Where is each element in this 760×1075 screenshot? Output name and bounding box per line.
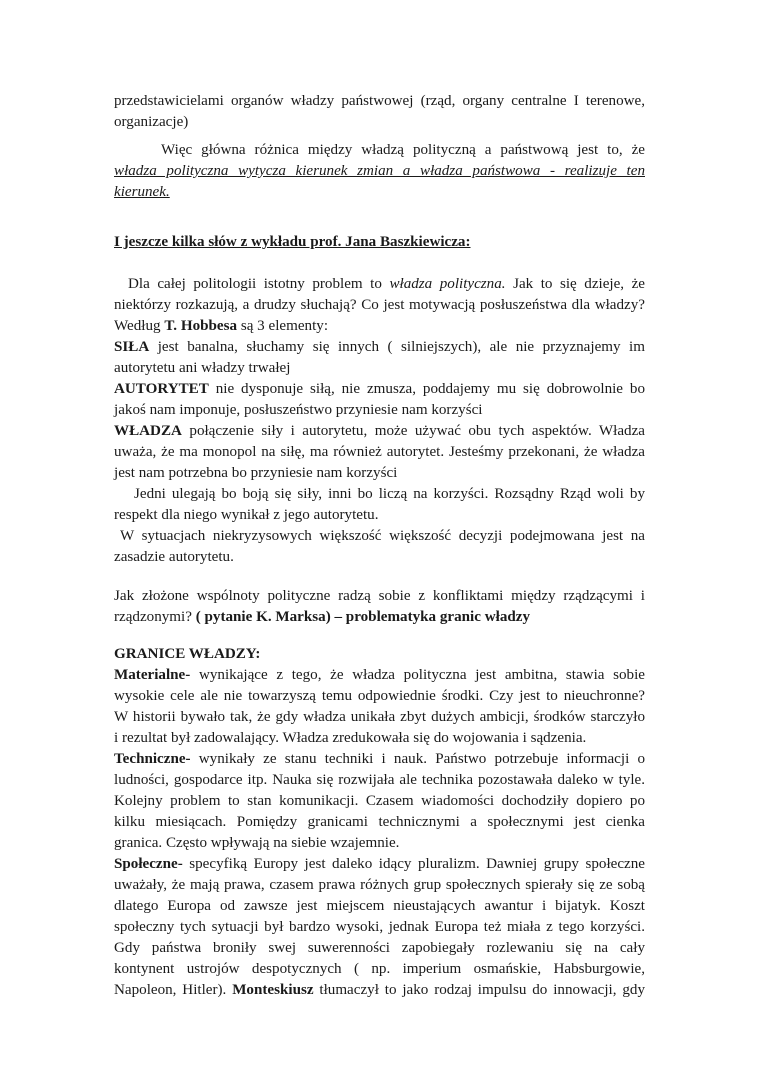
paragraph-line (114, 161, 645, 183)
paragraph-line (114, 770, 645, 792)
text-run: jest banalna, słuchamy się innych ( silniejszych), ale nie przyznajemy im (149, 339, 645, 355)
text-run: wysokie cele ale nie towarzyszą temu odpowiednie środki. Czy jest to nieuchronne? (114, 688, 645, 704)
paragraph-line (114, 400, 645, 422)
paragraph-line (114, 274, 645, 296)
paragraph-line (114, 442, 645, 464)
paragraph-line (114, 337, 645, 359)
paragraph-line (114, 665, 645, 687)
text-run: Jak złożone wspólnoty polityczne radzą sobie z konfliktami między rządzącymi i (114, 588, 645, 604)
paragraph-line (114, 707, 645, 729)
paragraph-line (114, 791, 645, 813)
emphasis-text: kierunek. (114, 184, 170, 200)
text-run: niektórzy rozkazują, a drudzy słuchają? Co jest motywacją posłuszeństwa dla władzy? (114, 297, 645, 313)
heading-text: I jeszcze kilka słów z wykładu prof. Jana Baszkiewicza: (114, 234, 471, 250)
paragraph-line (114, 875, 645, 897)
paragraph-line (114, 91, 645, 113)
paragraph-line (114, 358, 645, 380)
text-run: połączenie siły i autorytetu, może używać obu tych aspektów. Władza (181, 423, 645, 439)
paragraph-line (114, 728, 645, 750)
paragraph-line (114, 833, 645, 855)
paragraph-line (114, 749, 645, 771)
text-run: Kolejny problem to stan komunikacji. Czasem wiadomości dochodziły dopiero po (114, 793, 645, 809)
text-run: i rezultat był zadowalający. Władza zredukowała się do wojowania i sądzenia. (114, 730, 587, 746)
emphasis-text: władza polityczna. (389, 276, 506, 292)
bold-term: WŁADZA (114, 423, 182, 439)
paragraph-line (114, 463, 645, 485)
text-run: W historii bywało tak, że gdy władza unikała zbyt dużych ambicji, środków starczyło (114, 709, 645, 725)
bold-term: ( pytanie K. Marksa) – problematyka granic władzy (195, 609, 531, 625)
text-run: specyfiką Europy jest daleko idący pluralizm. Dawniej grupy społeczne (182, 856, 645, 872)
text-run: uważa, że ma monopol na siłę, ma również autorytet. Jesteśmy przekonani, że władza (114, 444, 645, 460)
text-run: Więc główna różnica między władzą polityczną a państwową jest to, że (161, 142, 645, 158)
bold-term: T. Hobbesa (164, 318, 238, 334)
section-heading (114, 644, 645, 666)
paragraph-line (114, 896, 645, 918)
paragraph-line (114, 316, 645, 338)
paragraph-line (114, 917, 645, 939)
bold-term: Materialne- (114, 667, 191, 683)
paragraph-line (114, 586, 645, 608)
text-run: Gdy państwa broniły swej suwerenności zapobiegały rozlewaniu się na cały (114, 940, 645, 956)
text-run: wynikały ze stanu techniki i nauk. Państwo potrzebuje informacji o (190, 751, 645, 767)
heading-text: GRANICE WŁADZY: (114, 646, 261, 662)
text-run: granica. Często wpływają na siebie wzajemnie. (114, 835, 400, 851)
paragraph-line (114, 526, 645, 548)
paragraph-line (114, 379, 645, 401)
text-run: jakoś nam imponuje, posłuszeństwo przyniesie nam korzyści (114, 402, 483, 418)
text-run: organizacje) (114, 114, 189, 130)
paragraph-line (114, 980, 645, 1002)
text-run: dlatego Europa od zawsze jest miejscem nieustających awantur i bijatyk. Koszt (114, 898, 645, 914)
text-run: zasadzie autorytetu. (114, 549, 234, 565)
text-run: społeczny tych sytuacji był bardzo wysoki, jednak Europa też miała z tego korzyści. (114, 919, 645, 935)
bold-term: Techniczne- (114, 751, 191, 767)
bold-term: Społeczne- (114, 856, 183, 872)
paragraph-line (114, 421, 645, 443)
paragraph-line (114, 484, 645, 506)
text-run: Jedni ulegają bo boją się siły, inni bo liczą na korzyści. Rozsądny Rząd woli by (134, 486, 645, 502)
text-run: Jak to się dzieje, że (505, 276, 645, 292)
text-run: ludności, gospodarce itp. Nauka się rozwijała ale technika pozostawała daleko w tyle. (114, 772, 645, 788)
text-run: są 3 elementy: (237, 318, 329, 334)
text-run: respekt dla niego wynikał z jego autorytetu. (114, 507, 379, 523)
text-run: nie dysponuje siłą, nie zmusza, poddajemy mu się dobrowolnie bo (208, 381, 645, 397)
section-heading (114, 232, 645, 254)
paragraph-line (114, 938, 645, 960)
paragraph-line (114, 547, 645, 569)
bold-term: Monteskiusz (232, 982, 314, 998)
text-run: jest nam potrzebna bo przyniesie nam korzyści (114, 465, 398, 481)
bold-term: SIŁA (114, 339, 150, 355)
text-run: uważały, że mają prawa, czasem prawa różnych grup społecznych spierały się ze sobą (114, 877, 645, 893)
text-run: wynikające z tego, że władza polityczna jest ambitna, stawia sobie (190, 667, 645, 683)
text-run: kontynent ustrojów despotycznych ( np. imperium osmańskie, Habsburgowie, (114, 961, 645, 977)
paragraph-line (114, 505, 645, 527)
paragraph-line (114, 182, 645, 204)
text-run: przedstawicielami organów władzy państwowej (rząd, organy centralne I terenowe, (114, 93, 645, 109)
text-run: tłumaczył to jako rodzaj impulsu do innowacji, gdy (313, 982, 646, 998)
text-run: Dla całej politologii istotny problem to (128, 276, 390, 292)
text-run: kilku miesiącach. Pomiędzy granicami technicznymi a społecznymi jest cienka (114, 814, 645, 830)
text-run: Według (114, 318, 165, 334)
text-run: W sytuacjach niekryzysowych większość większość decyzji podejmowana jest na (120, 528, 645, 544)
paragraph-line (114, 112, 645, 134)
paragraph-line (114, 140, 645, 162)
text-run: rządzonymi? (114, 609, 196, 625)
paragraph-line (114, 686, 645, 708)
paragraph-line (114, 295, 645, 317)
paragraph-line (114, 854, 645, 876)
bold-term: AUTORYTET (114, 381, 209, 397)
emphasis-text: władza polityczna wytycza kierunek zmian a władza państwowa - realizuje ten (114, 163, 645, 179)
text-run: Napoleon, Hitler). (114, 982, 233, 998)
paragraph-line (114, 959, 645, 981)
paragraph-line (114, 812, 645, 834)
paragraph-line (114, 607, 645, 629)
text-run: autorytetu ani władzy trwałej (114, 360, 291, 376)
